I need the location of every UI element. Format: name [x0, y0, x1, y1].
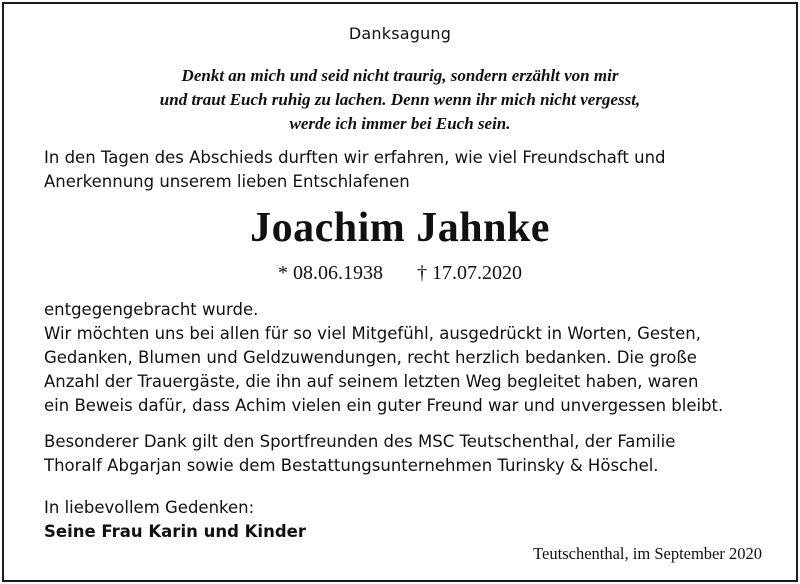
intro-paragraph [44, 146, 666, 194]
quote-line: Denkt an mich und seid nicht traurig, sondern erzählt von mir [181, 66, 619, 85]
thanks-paragraph [44, 430, 675, 478]
quote-line: werde ich immer bei Euch sein. [289, 114, 511, 133]
life-dates [4, 262, 796, 285]
thanks-line: Thoralf Abgarjan sowie dem Bestattungsunternehmen Turinsky & Höschel. [44, 456, 659, 475]
quote-line: und traut Euch ruhig zu lachen. Denn wenn ihr mich nicht vergesst, [159, 90, 641, 109]
body-line: Gedanken, Blumen und Geldzuwendungen, recht herzlich bedanken. Die große [44, 348, 697, 367]
obituary-notice [2, 2, 798, 582]
body-line: Wir möchten uns bei allen für so viel Mitgefühl, ausgedrückt in Worten, Gesten, [44, 324, 701, 343]
body-paragraph [44, 322, 723, 418]
birth-date: * 08.06.1938 [278, 262, 383, 284]
closing-phrase: In liebevollem Gedenken: [44, 498, 255, 517]
intro-line: In den Tagen des Abschieds durften wir erfahren, wie viel Freundschaft und [44, 148, 666, 167]
body-line: Anzahl der Trauergäste, die ihn auf seinem letzten Weg begleitet haben, waren [44, 372, 699, 391]
signature: Seine Frau Karin und Kinder [44, 522, 306, 541]
intro-line: Anerkennung unserem lieben Entschlafenen [44, 172, 410, 191]
body-line: ein Beweis dafür, dass Achim vielen ein guter Freund war und unvergessen bleibt. [44, 396, 724, 415]
place-date: Teutschenthal, im September 2020 [533, 544, 762, 563]
notice-heading: Danksagung [348, 24, 452, 43]
death-date: † 17.07.2020 [417, 262, 522, 284]
deceased-name: Joachim Jahnke [250, 205, 550, 251]
memorial-quote [4, 64, 796, 136]
continuation-text: entgegengebracht wurde. [44, 300, 259, 319]
thanks-line: Besonderer Dank gilt den Sportfreunden des MSC Teutschenthal, der Familie [44, 432, 676, 451]
